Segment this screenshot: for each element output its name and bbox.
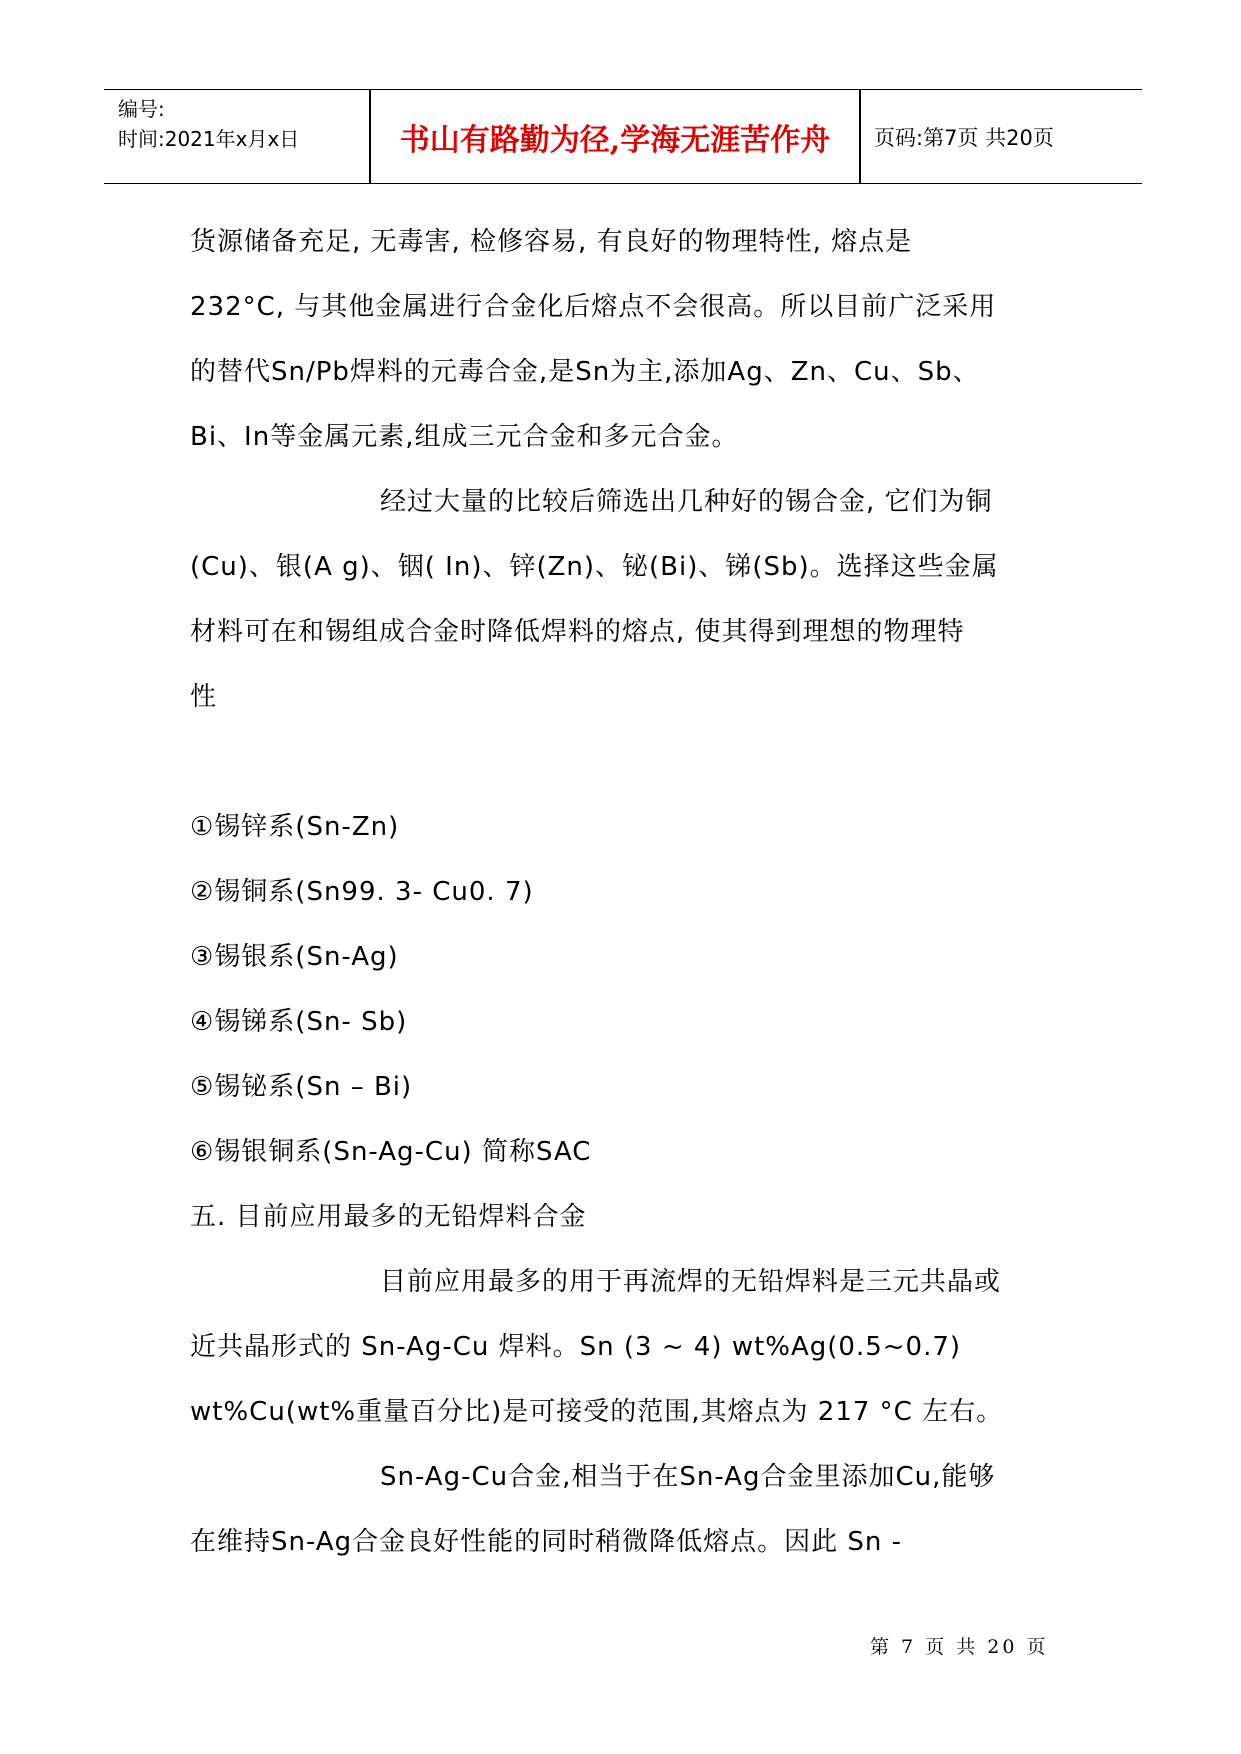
text-line: 材料可在和锡组成合金时降低焊料的熔点, 使其得到理想的物理特 xyxy=(190,617,965,647)
text-line: Sn-Ag-Cu合金,相当于在Sn-Ag合金里添加Cu,能够 xyxy=(380,1462,996,1492)
header-divider xyxy=(859,90,861,183)
text-line: 的替代Sn/Pb焊料的元毒合金,是Sn为主,添加Ag、Zn、Cu、Sb、 xyxy=(190,357,980,387)
list-item: ④锡锑系(Sn- Sb) xyxy=(190,1007,408,1037)
list-item: ⑥锡银铜系(Sn-Ag-Cu) 简称SAC xyxy=(190,1137,592,1167)
text-line: 经过大量的比较后筛选出几种好的锡合金, 它们为铜 xyxy=(380,487,993,517)
text-line: Bi、In等金属元素,组成三元合金和多元合金。 xyxy=(190,422,739,452)
page-header xyxy=(104,89,1142,184)
header-motto: 书山有路勤为径,学海无涯苦作舟 xyxy=(399,122,831,158)
text-line: 在维持Sn-Ag合金良好性能的同时稍微降低熔点。因此 Sn - xyxy=(190,1527,902,1557)
header-meta xyxy=(118,94,299,154)
list-item: ③锡银系(Sn-Ag) xyxy=(190,942,399,972)
list-item: ⑤锡铋系(Sn – Bi) xyxy=(190,1072,413,1102)
document-body xyxy=(190,210,1070,1575)
section-heading: 五. 目前应用最多的无铅焊料合金 xyxy=(190,1202,587,1232)
list-item: ②锡铜系(Sn99. 3- Cu0. 7) xyxy=(190,877,534,907)
number-label: 编号: xyxy=(118,97,165,121)
list-item: ①锡锌系(Sn-Zn) xyxy=(190,812,400,842)
blank-line xyxy=(190,730,1070,795)
page-footer: 第 7 页 共 20 页 xyxy=(870,1636,1049,1658)
header-page-label: 页码:第7页 共20页 xyxy=(874,125,1054,150)
text-line: 232°C, 与其他金属进行合金化后熔点不会很高。所以目前广泛采用 xyxy=(190,292,997,322)
time-label: 时间:2021年x月x日 xyxy=(118,127,300,151)
text-line: 货源储备充足, 无毒害, 检修容易, 有良好的物理特性, 熔点是 xyxy=(190,227,913,257)
text-line: 近共晶形式的 Sn-Ag-Cu 焊料。Sn (3 ~ 4) wt%Ag(0.5~0.7) xyxy=(190,1332,962,1362)
text-line: (Cu)、银(A g)、铟( In)、锌(Zn)、铋(Bi)、锑(Sb)。选择这些金属 xyxy=(190,552,999,582)
text-line: 性 xyxy=(190,682,218,712)
text-line: wt%Cu(wt%重量百分比)是可接受的范围,其熔点为 217 °C 左右。 xyxy=(190,1397,1004,1427)
text-line: 目前应用最多的用于再流焊的无铅焊料是三元共晶或 xyxy=(380,1267,1002,1297)
